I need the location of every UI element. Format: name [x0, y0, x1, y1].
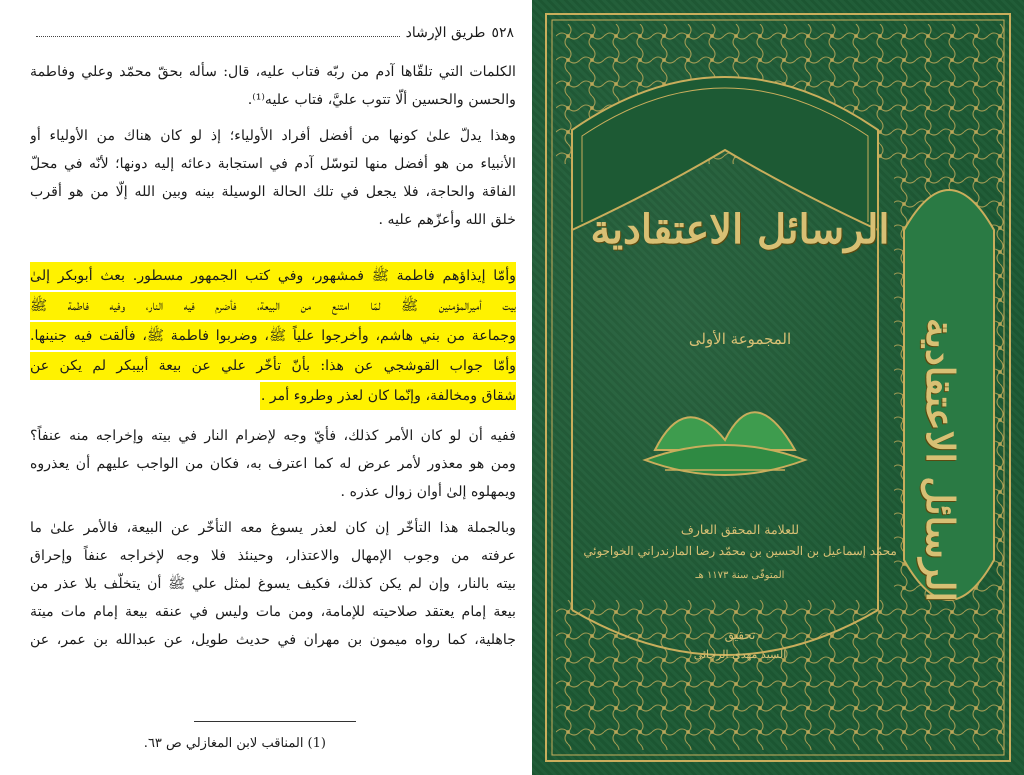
text-line: ومن هو معذور لأمر عرض له كما اعترف به، فكان من الواجب عليهم أن يعذروه	[30, 456, 516, 472]
footnote-rule	[194, 721, 356, 722]
highlighted-text-line: وأمّا جواب القوشجي عن هذا: بأنّ تأخّر علي عن بيعة أبيبكر لم يكن عن	[30, 352, 516, 380]
book-cover	[532, 0, 1024, 775]
spine-title: الرسائل الاعتقادية	[918, 317, 963, 603]
text-line: خلق الله وأعزّهم عليه .	[378, 212, 516, 228]
text-line: عرفته من وجوب الإمهال والاعتذار، وحينئذ فلا وجه لإخراجه عنفاً وإحراق	[30, 548, 516, 564]
cover-subtitle: المجموعة الأولى	[688, 330, 792, 348]
highlighted-text-line: وجماعة من بني هاشم، وأخرجوا علياً ﷺ، وضربوا فاطمة ﷺ، فألقت فيه جنينها.	[30, 322, 516, 350]
page-header	[36, 22, 514, 44]
text-line: الكلمات التي تلقّاها آدم من ربّه فتاب عليه، قال: سأله بحقّ محمّد وعلي وفاطمة	[30, 64, 516, 80]
cover-author-name: محمّد إسماعيل بن الحسين بن محمّد رضا المازندراني الخواجوئي	[583, 544, 897, 558]
text-line: ويمهلوه إلىٰ أوان زوال عذره .	[340, 484, 516, 500]
highlighted-text-line: وأمّا إيذاؤهم فاطمة ﷺ فمشهور، وفي كتب الجمهور مسطور. بعث أبوبكر إلىٰ	[30, 262, 516, 290]
text-line: جاهلية، كما رواه ميمون بن مهران في حديث طويل، عن عبدالله بن عمر، عن	[30, 632, 516, 648]
cover-author-role: للعلامة المحقق العارف	[680, 522, 800, 537]
cover-editor-label: تحقيق	[724, 628, 756, 642]
footnote: (1) المناقب لابن المغازلي ص ٦٣.	[143, 736, 326, 751]
running-title: طريق الإرشاد	[405, 25, 486, 41]
text-line: ففيه أن لو كان الأمر كذلك، فأيّ وجه لإضرام النار في بيته وإخراجه منه عنفاً؟	[30, 428, 516, 444]
highlighted-text-line: بيت أميرالمؤمنين ﷺ لمّا امتنع من البيعة، فأضرم فيه النار، وفيه فاطمة ﷺ	[30, 292, 516, 320]
text-line: والحسن والحسين ألّا تتوب عليَّ، فتاب عليه⁽¹⁾.	[247, 92, 516, 108]
text-line: الأنبياء من هو أفضل منها لتوسّل آدم في استجابة دعائه إليه دونها؛ لأنّه في محلّ	[30, 156, 516, 172]
cover-death-note: المتوفّى سنة ١١٧٣ هـ	[695, 570, 785, 581]
text-line: بيعة إمام يعتقد صلاحيته للإمامة، ومن مات وليس في عنقه بيعة إمام مات ميتة	[30, 604, 516, 620]
text-line: وهذا يدلّ علىٰ كونها من أفضل أفراد الأولياء؛ إذ لو كان هناك من الأولياء أو	[30, 128, 516, 144]
text-line: الفاقة والحاجة، فلا يجعل في تلك الحالة الوسيلة بينه وبين الله إلّا من هو أقرب	[30, 184, 516, 200]
text-line: وبالجملة هذا التأخّر إن كان لعذر يسوغ معه التأخّر عن البيعة، فالأمر علىٰ ما	[30, 520, 516, 536]
domes-emblem-icon	[645, 412, 805, 475]
page-number: ٥٢٨	[491, 25, 514, 41]
cover-title: الرسائل الاعتقادية	[590, 206, 890, 253]
highlighted-text-line: شقاق ومخالفة، وإنّما كان لعذر وطروء أمر .	[260, 382, 516, 410]
cover-editor-name: السيد مهدي الرجائي	[693, 648, 787, 661]
header-dotted-rule	[36, 36, 400, 37]
text-line: بيته بالنار، وإن لم يكن كذلك، فكيف يسوغ لمثل علي ﷺ أن يتخلّف بلا عذر من	[30, 576, 516, 592]
